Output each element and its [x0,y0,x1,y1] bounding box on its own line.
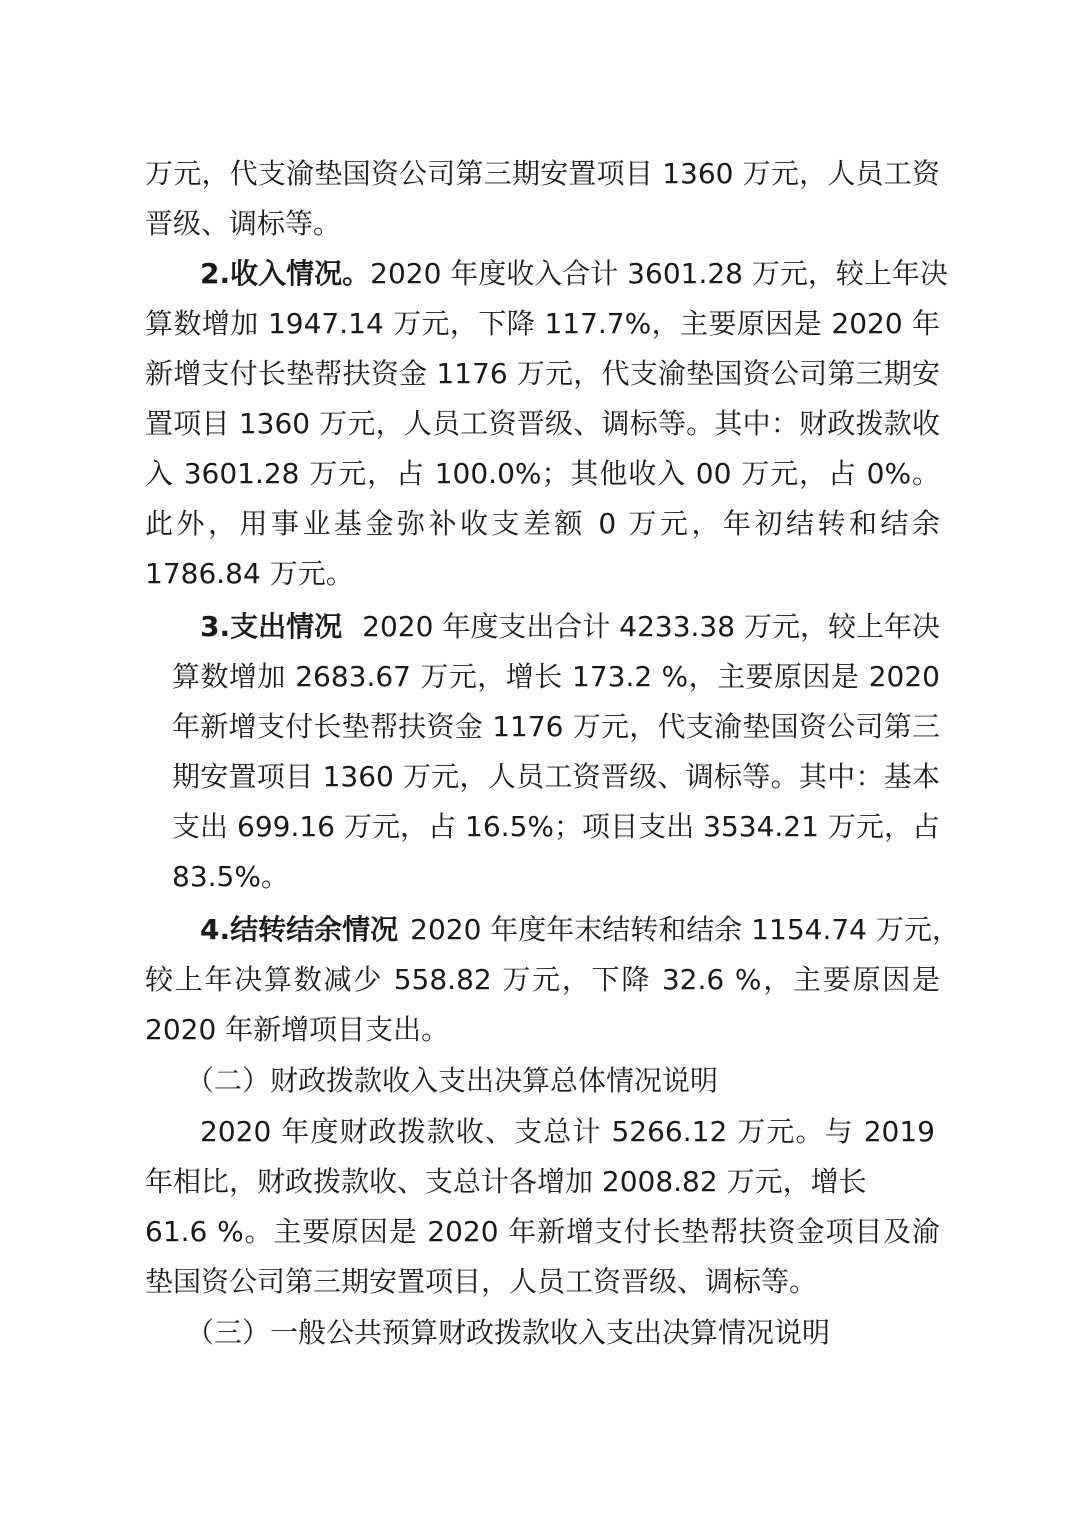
paragraph-line: 晋级、调标等。 [145,207,342,240]
paragraph-line: 83.5%。 [172,860,289,893]
paragraph-line: 此外，用事业基金弥补收支差额 0 万元，年初结转和结余 [145,507,940,540]
paragraph-text: 2020 年度年末结转和结余 1154.74 万元， [410,913,960,946]
paragraph-line: 年相比，财政拨款收、支总计各增加 2008.82 万元，增长 [145,1165,867,1198]
paragraph-line [200,254,948,294]
paragraph-line: 1786.84 万元。 [145,557,354,590]
paragraph-line: 置项目 1360 万元，人员工资晋级、调标等。其中：财政拨款收 [145,407,940,440]
paragraph-line: 垫国资公司第三期安置项目，人员工资晋级、调标等。 [145,1265,818,1298]
section-heading-carryover: 4.结转结余情况 [200,913,399,946]
paragraph-line: 2020 年新增项目支出。 [145,1013,450,1046]
paragraph-line: 算数增加 2683.67 万元，增长 173.2 %，主要原因是 2020 [172,660,940,693]
paragraph-line: 年新增支付长垫帮扶资金 1176 万元，代支渝垫国资公司第三 [172,710,940,743]
paragraph-line: 新增支付长垫帮扶资金 1176 万元，代支渝垫国资公司第三期安 [145,357,940,390]
paragraph-text: 2020 年度支出合计 4233.38 万元，较上年决 [362,610,940,643]
paragraph-line [200,607,940,647]
paragraph-line: 61.6 %。主要原因是 2020 年新增支付长垫帮扶资金项目及渝 [145,1215,940,1248]
paragraph-line: 万元，代支渝垫国资公司第三期安置项目 1360 万元，人员工资 [145,157,940,190]
paragraph-line: 支出 699.16 万元，占 16.5%；项目支出 3534.21 万元，占 [172,810,940,843]
section-title-general-budget: （三）一般公共预算财政拨款收入支出决算情况说明 [186,1316,831,1349]
paragraph-line: 算数增加 1947.14 万元，下降 117.7%，主要原因是 2020 年 [145,307,940,340]
section-title-fiscal-overview: （二）财政拨款收入支出决算总体情况说明 [186,1064,719,1097]
section-heading-expenditure: 3.支出情况 [200,610,343,643]
paragraph-text: 2020 年度收入合计 3601.28 万元，较上年决 [370,257,948,290]
paragraph-line [200,910,960,950]
paragraph-line: 期安置项目 1360 万元，人员工资晋级、调标等。其中：基本 [172,760,940,793]
paragraph-line: 入 3601.28 万元，占 100.0%；其他收入 00 万元，占 0%。 [145,457,940,490]
section-heading-income: 2.收入情况。 [200,257,371,290]
paragraph-line: 较上年决算数减少 558.82 万元，下降 32.6 %，主要原因是 [145,963,940,996]
paragraph-line: 2020 年度财政拨款收、支总计 5266.12 万元。与 2019 [200,1115,935,1148]
